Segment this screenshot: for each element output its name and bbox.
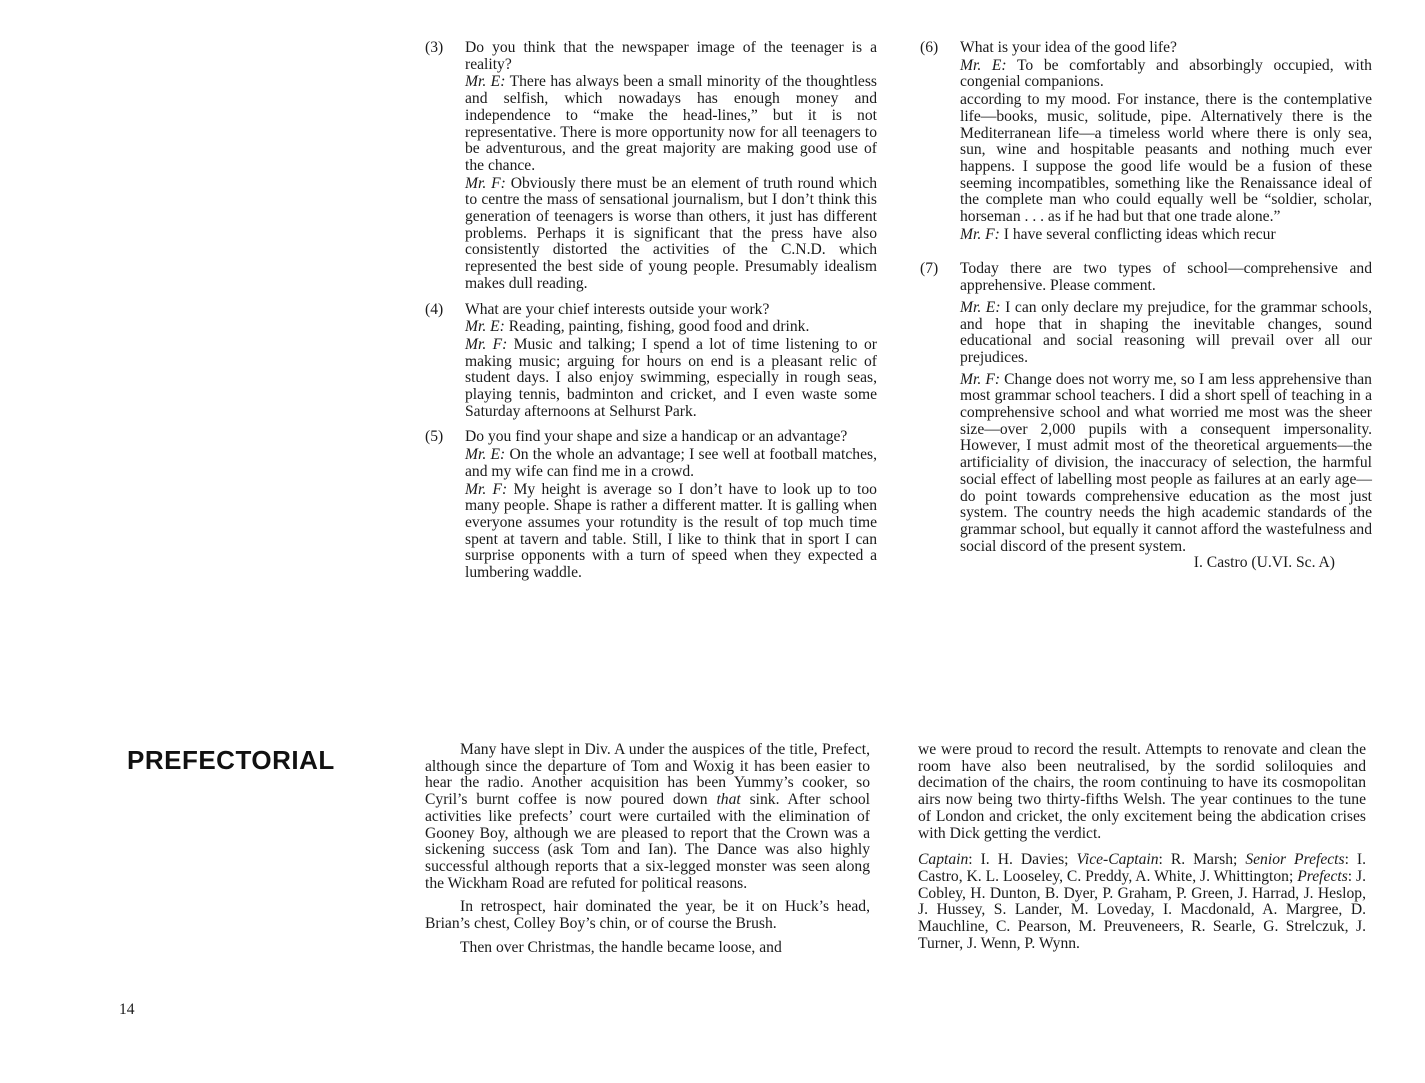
question-text: Do you think that the newspaper image of the teenager is a reality? (465, 39, 877, 73)
question-number: (7) (920, 260, 939, 278)
question-number: (3) (425, 39, 444, 56)
question-5 (425, 429, 877, 581)
prefectorial-column-right (918, 742, 1366, 952)
answer-mr-e: Mr. E: On the whole an advantage; I see well at football matches, and my wife can find me in a crowd. (465, 446, 877, 480)
roster-label: Vice-Captain (1076, 851, 1159, 869)
answer-mr-e: Mr. E: There has always been a small minority of the thoughtless and selfish, which nowadays has enough money and independence to “make the head-lines,” but it is not representative. There is more opportunity now for all teenagers to be adventurous, and the great majority are making good use of the chance. (465, 73, 877, 174)
answer-mr-f: Mr. F: Obviously there must be an element of truth round which to centre the mass of sensational journalism, but I don’t think this generation of teenagers is worse than others, it just has different problems. Perhaps it is significant that the press have also consistently distorted the activities of the C.N.D. which represented the best side of young people. Presumably idealism makes dull reading. (465, 174, 877, 292)
answer-mr-f: Mr. F: Music and talking; I spend a lot of time listening to or making music; arguing for hours on end is a pleasant relic of student days. I also enjoy swimming, especially in rough seas, playing tennis, badminton and cricket, and I even waste some Saturday afternoons at Selhurst Park. (465, 335, 877, 420)
answer-mr-e: Mr. E: Reading, painting, fishing, good food and drink. (465, 318, 810, 336)
answer-mr-e: Mr. E: I can only declare my prejudice, for the grammar schools, and hope that in shaping the inevitable changes, sound educational and social reasoning will prevail over all our prejudices. (960, 298, 1372, 366)
answer-paragraph: according to my mood. For instance, there is the contemplative life—books, music, solitude, pipe. Alternatively there is the Mediterranean life—a timeless world where there is only sea, sun, wine and hospitable peasants and nothing much ever happens. I suppose the good life would be a fusion of these seeming incompatibles, something like the Renaissance ideal of the complete man who could equally well be “soldier, scholar, horseman . . . as if he had but that one trade alone.” (960, 91, 1372, 226)
answer-mr-f: Mr. F: Change does not worry me, so I am less apprehensive than most grammar school teachers. I did a short spell of teaching in a comprehensive school and what worried me most was the sheer size—over 2,000 pupils with a consequent impersonality. However, I must admit most of the theoretical arguements—the artificiality of division, the inaccuracy of selection, the harmful social effect of labelling most people as failures at an early age—do point towards comprehensive education as the most just system. The country needs the high academic standards of the grammar school, but equally it cannot afford the wastefulness and social discord of the present system. (960, 370, 1372, 555)
answer-mr-f: Mr. F: My height is average so I don’t have to look up to too many people. Shape is rather a different matter. It is galling when everyone assumes your rotundity is the result of top much time spent at tavern and table. Still, I like to think that in sport I can surprise opponents with a turn of speed when they expected a lumbering waddle. (465, 480, 877, 582)
roster-label: Senior Prefects (1245, 851, 1345, 869)
section-heading: PREFECTORIAL (127, 745, 335, 775)
answer-mr-e: Mr. E: To be comfortably and absorbingly occupied, with congenial companions. (960, 56, 1372, 91)
interview-column-right (920, 40, 1372, 572)
body-paragraph: Many have slept in Div. A under the auspices of the title, Prefect, although since the departure of Tom and Woxig it has been easier to hear the radio. Another acquisition has been Yummy’s cooker, so Cyril’s burnt coffee is now poured down that sink. After school activities like prefects’ court were curtailed with the elimination of Gooney Boy, although we are pleased to report that the Crown was a sickening success (ask Tom and Ian). The Dance was also highly successful although reports that a six-legged monster was seen along the Wickham Road are refuted for political reasons. (425, 741, 870, 892)
interview-column-left (425, 40, 877, 582)
question-text: Do you find your shape and size a handicap or an advantage? (465, 428, 848, 446)
question-6 (920, 40, 1372, 243)
prefect-roster: Captain: I. H. Davies; Vice-Captain: R. Marsh; Senior Prefects: I. Castro, K. L. Looseley, C. Preddy, A. White, J. Whittington; Prefects: J. Cobley, H. Dunton, B. Dyer, P. Graham, P. Green, J. Harrad, J. Heslop, J. Hussey, S. Lander, M. Loveday, I. Macdonald, A. Margree, D. Mauchline, C. Pearson, M. Preuveneers, R. Searle, G. Strelczuk, J. Turner, J. Wenn, P. Wynn. (918, 851, 1367, 952)
page-number: 14 (119, 1001, 135, 1018)
author-signature: I. Castro (U.VI. Sc. A) (1193, 554, 1335, 572)
question-4 (425, 302, 877, 421)
roster-label: Prefects (1297, 867, 1348, 885)
answer-mr-f: Mr. F: I have several conflicting ideas which recur (960, 225, 1276, 243)
question-number: (6) (920, 39, 939, 56)
question-text: Today there are two types of school—comprehensive and apprehensive. Please comment. (960, 260, 1372, 295)
question-number: (5) (425, 428, 444, 446)
question-3 (425, 40, 877, 293)
prefectorial-column-left (425, 742, 870, 956)
question-text: What is your idea of the good life? (960, 39, 1177, 56)
question-text: What are your chief interests outside your work? (465, 300, 770, 318)
question-7 (920, 261, 1372, 555)
body-paragraph: Then over Christmas, the handle became loose, and (460, 938, 782, 956)
body-paragraph: In retrospect, hair dominated the year, be it on Huck’s head, Brian’s chest, Colley Boy’s chin, or of course the Brush. (425, 898, 870, 933)
question-number: (4) (425, 300, 444, 318)
body-paragraph: we were proud to record the result. Attempts to renovate and clean the room have also been neutralised, by the sordid soliloquies and decimation of the chairs, the room continuing to have its cosmopolitan airs now being two thirty-fifths Welsh. The year continues to the tune of London and cricket, the only excitement being the abdication crises with Dick getting the verdict. (918, 741, 1366, 842)
roster-label: Captain (918, 851, 969, 869)
